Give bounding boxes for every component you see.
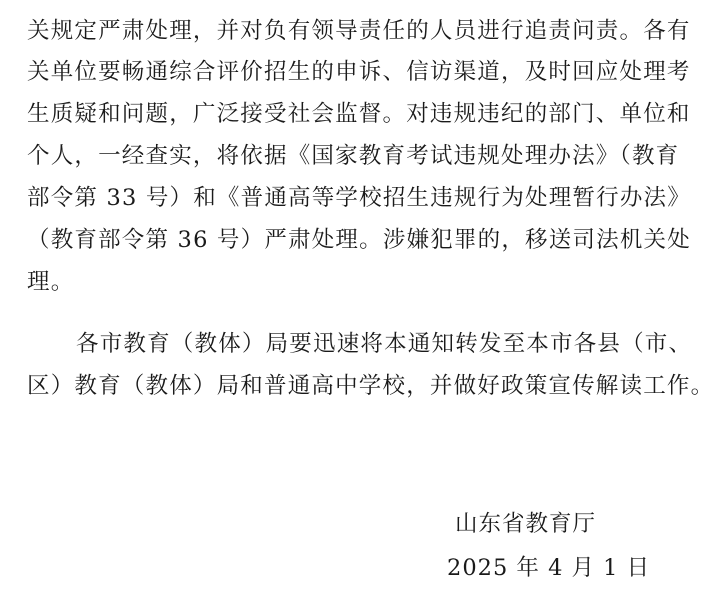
text-line-indented: 各市教育（教体）局要迅速将本通知转发至本市各县（市、 xyxy=(76,331,693,357)
text-line: 区）教育（教体）局和普通高中学校，并做好政策宣传解读工作。 xyxy=(27,373,715,399)
text-line: 关单位要畅通综合评价招生的申诉、信访渠道，及时回应处理考 xyxy=(27,59,691,85)
issue-date: 2025 年 4 月 1 日 xyxy=(447,555,651,581)
issuing-organization: 山东省教育厅 xyxy=(455,511,597,537)
text-line: （教育部令第 36 号）严肃处理。涉嫌犯罪的，移送司法机关处 xyxy=(27,227,691,253)
text-line: 部令第 33 号）和《普通高等学校招生违规行为处理暂行办法》 xyxy=(27,185,691,211)
text-line: 个人，一经查实，将依据《国家教育考试违规处理办法》（教育 xyxy=(27,143,680,169)
text-line: 理。 xyxy=(27,269,75,295)
text-line: 关规定严肃处理，并对负有领导责任的人员进行追责问责。各有 xyxy=(27,18,691,44)
text-line: 生质疑和问题，广泛接受社会监督。对违规违纪的部门、单位和 xyxy=(27,101,691,127)
